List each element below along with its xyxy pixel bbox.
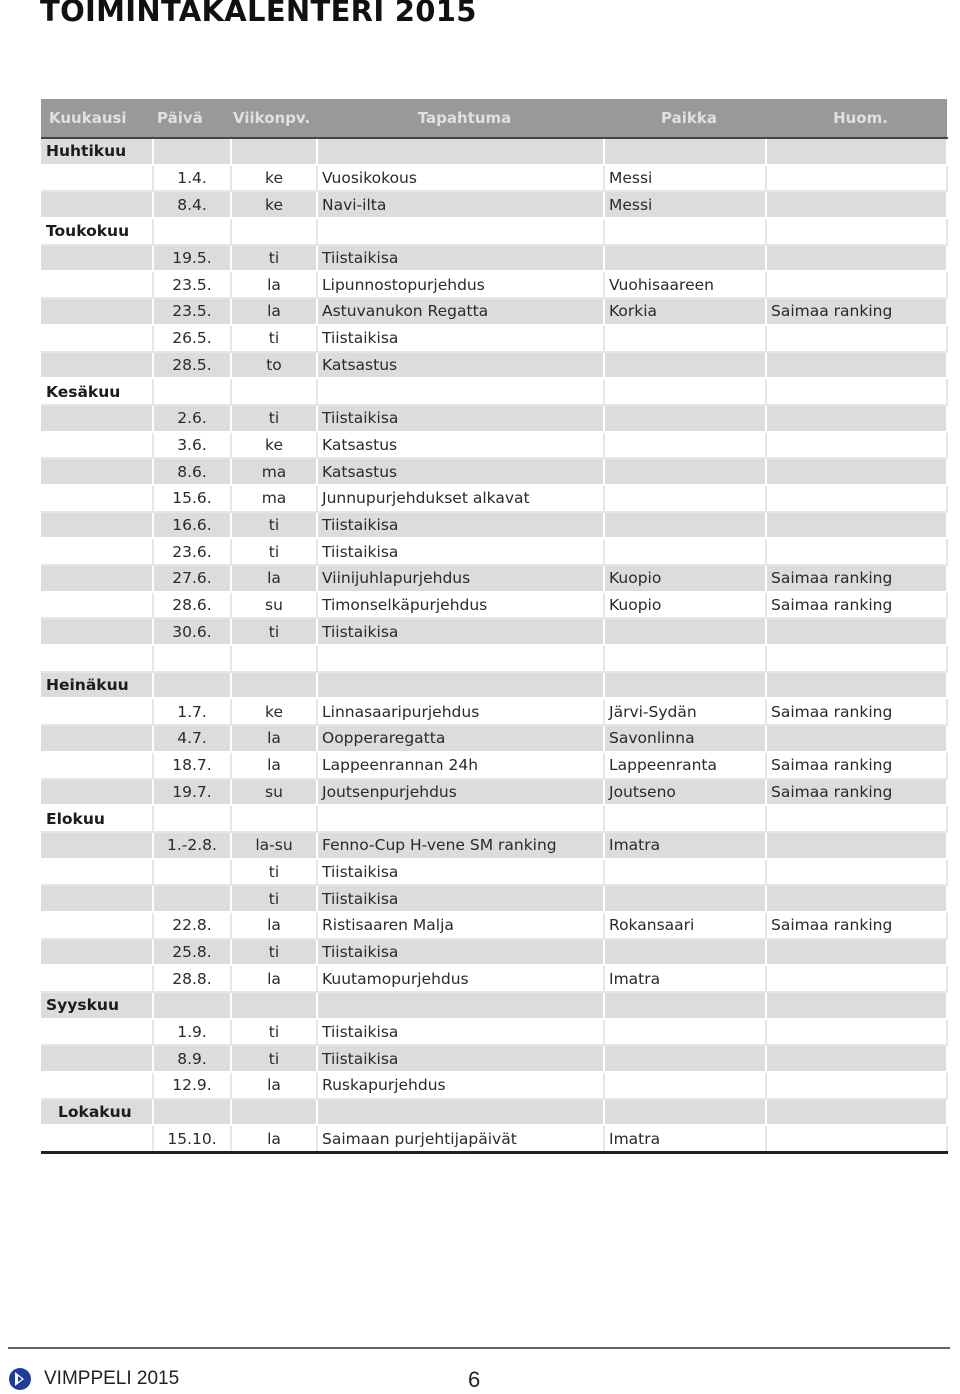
date-cell [153,992,231,1019]
table-row [41,592,947,619]
table-row [41,779,947,806]
place-cell: Korkia [604,298,766,325]
table-row [41,405,947,432]
note-cell [766,672,947,699]
month-cell: Kesäkuu [41,378,153,405]
note-cell [766,458,947,485]
event-cell: Timonselkäpurjehdus [317,592,604,619]
note-cell [766,165,947,192]
note-cell: Saimaa ranking [766,298,947,325]
month-heading-row [41,378,947,405]
place-cell: Lappeenranta [604,752,766,779]
weekday-cell: ti [231,512,317,539]
event-cell: Katsastus [317,458,604,485]
month-cell: Lokakuu [41,1099,153,1126]
month-cell: Toukokuu [41,218,153,245]
table-row [41,1045,947,1072]
weekday-cell: la [231,565,317,592]
table-row [41,698,947,725]
header-place: Paikka [604,99,766,138]
weekday-cell [231,672,317,699]
place-cell: Kuopio [604,565,766,592]
table-row [41,725,947,752]
weekday-cell: la [231,1125,317,1152]
table-row [41,432,947,459]
event-cell: Viinijuhlapurjehdus [317,565,604,592]
month-cell [41,485,153,512]
place-cell [604,352,766,379]
date-cell: 8.6. [153,458,231,485]
date-cell [153,805,231,832]
month-heading-row [41,805,947,832]
event-cell: Lipunnostopurjehdus [317,271,604,298]
date-cell: 1.4. [153,165,231,192]
place-cell [604,645,766,672]
weekday-cell: ti [231,538,317,565]
event-cell: Tiistaikisa [317,885,604,912]
weekday-cell: ti [231,859,317,886]
weekday-cell: ke [231,165,317,192]
date-cell: 8.4. [153,191,231,218]
date-cell: 23.5. [153,271,231,298]
date-cell: 1.7. [153,698,231,725]
date-cell: 25.8. [153,939,231,966]
event-cell: Astuvanukon Regatta [317,298,604,325]
weekday-cell: la [231,752,317,779]
table-row [41,271,947,298]
table-row [41,912,947,939]
event-cell: Tiistaikisa [317,538,604,565]
note-cell [766,1072,947,1099]
note-cell [766,271,947,298]
weekday-cell: la [231,725,317,752]
event-cell: Vuosikokous [317,165,604,192]
weekday-cell [231,218,317,245]
date-cell [153,672,231,699]
place-cell [604,485,766,512]
date-cell: 28.8. [153,965,231,992]
place-cell [604,805,766,832]
note-cell [766,325,947,352]
place-cell [604,138,766,165]
month-cell [41,458,153,485]
event-cell: Tiistaikisa [317,405,604,432]
weekday-cell: ke [231,191,317,218]
month-cell [41,565,153,592]
month-cell: Syyskuu [41,992,153,1019]
note-cell: Saimaa ranking [766,565,947,592]
month-cell [41,645,153,672]
place-cell [604,1072,766,1099]
place-cell [604,458,766,485]
month-cell: Heinäkuu [41,672,153,699]
weekday-cell [231,378,317,405]
month-heading-row [41,672,947,699]
note-cell [766,618,947,645]
weekday-cell: ke [231,432,317,459]
place-cell: Järvi-Sydän [604,698,766,725]
place-cell: Joutseno [604,779,766,806]
table-row [41,325,947,352]
weekday-cell: su [231,779,317,806]
header-day: Päivä [153,99,231,138]
header-note: Huom. [766,99,947,138]
table-row [41,859,947,886]
month-cell [41,271,153,298]
month-cell [41,592,153,619]
table-row [41,245,947,272]
event-cell: Tiistaikisa [317,1019,604,1046]
event-cell [317,992,604,1019]
month-heading-row [41,138,947,165]
month-cell: Huhtikuu [41,138,153,165]
month-cell [41,1125,153,1152]
note-cell [766,1099,947,1126]
place-cell [604,432,766,459]
event-cell: Tiistaikisa [317,325,604,352]
table-row [41,1125,947,1152]
event-cell: Lappeenrannan 24h [317,752,604,779]
month-cell [41,885,153,912]
month-cell [41,912,153,939]
table-row [41,939,947,966]
event-cell [317,805,604,832]
header-month: Kuukausi [41,99,153,138]
weekday-cell: ti [231,325,317,352]
place-cell [604,378,766,405]
date-cell: 23.5. [153,298,231,325]
weekday-cell: ma [231,458,317,485]
month-cell [41,165,153,192]
table-row [41,832,947,859]
weekday-cell [231,1099,317,1126]
place-cell: Vuohisaareen [604,271,766,298]
date-cell: 8.9. [153,1045,231,1072]
club-logo-icon [8,1367,32,1391]
event-cell: Tiistaikisa [317,1045,604,1072]
date-cell [153,1099,231,1126]
note-cell [766,1125,947,1152]
weekday-cell: ti [231,885,317,912]
note-cell [766,512,947,539]
date-cell: 28.6. [153,592,231,619]
note-cell: Saimaa ranking [766,592,947,619]
month-cell [41,405,153,432]
weekday-cell: to [231,352,317,379]
event-cell [317,378,604,405]
place-cell: Imatra [604,832,766,859]
event-cell: Tiistaikisa [317,939,604,966]
month-cell [41,1045,153,1072]
event-cell: Junnupurjehdukset alkavat [317,485,604,512]
month-cell [41,298,153,325]
month-cell [41,1072,153,1099]
event-cell [317,218,604,245]
event-cell: Ristisaaren Malja [317,912,604,939]
footer-divider [8,1347,950,1349]
date-cell: 26.5. [153,325,231,352]
weekday-cell: la [231,298,317,325]
place-cell: Imatra [604,965,766,992]
note-cell [766,645,947,672]
weekday-cell: ti [231,405,317,432]
month-cell [41,779,153,806]
month-cell [41,965,153,992]
note-cell: Saimaa ranking [766,779,947,806]
date-cell: 2.6. [153,405,231,432]
place-cell [604,939,766,966]
place-cell [604,672,766,699]
place-cell [604,992,766,1019]
date-cell: 15.6. [153,485,231,512]
note-cell [766,805,947,832]
note-cell [766,378,947,405]
weekday-cell: ti [231,618,317,645]
note-cell: Saimaa ranking [766,752,947,779]
month-cell: Elokuu [41,805,153,832]
note-cell [766,832,947,859]
date-cell [153,859,231,886]
event-cell: Katsastus [317,352,604,379]
place-cell: Messi [604,191,766,218]
place-cell [604,1045,766,1072]
activity-calendar-table [41,99,948,1154]
place-cell [604,538,766,565]
month-cell [41,752,153,779]
weekday-cell [231,805,317,832]
event-cell: Tiistaikisa [317,859,604,886]
weekday-cell: ke [231,698,317,725]
month-cell [41,352,153,379]
date-cell: 12.9. [153,1072,231,1099]
table-row [41,165,947,192]
place-cell [604,218,766,245]
weekday-cell: la [231,1072,317,1099]
weekday-cell [231,992,317,1019]
note-cell [766,218,947,245]
table-row [41,885,947,912]
date-cell: 4.7. [153,725,231,752]
weekday-cell: ma [231,485,317,512]
event-cell: Navi-ilta [317,191,604,218]
place-cell: Kuopio [604,592,766,619]
place-cell: Rokansaari [604,912,766,939]
month-cell [41,191,153,218]
month-cell [41,859,153,886]
note-cell [766,1045,947,1072]
footer-org: VIMPPELI 2015 [44,1368,180,1389]
event-cell [317,138,604,165]
month-cell [41,698,153,725]
date-cell: 19.5. [153,245,231,272]
month-cell [41,939,153,966]
table-row [41,752,947,779]
note-cell [766,245,947,272]
weekday-cell: ti [231,245,317,272]
note-cell [766,885,947,912]
weekday-cell: su [231,592,317,619]
date-cell: 28.5. [153,352,231,379]
weekday-cell: ti [231,939,317,966]
note-cell: Saimaa ranking [766,912,947,939]
table-row [41,538,947,565]
date-cell [153,378,231,405]
event-cell: Tiistaikisa [317,618,604,645]
month-cell [41,245,153,272]
month-cell [41,432,153,459]
event-cell: Joutsenpurjehdus [317,779,604,806]
date-cell: 22.8. [153,912,231,939]
table-row [41,618,947,645]
month-heading-row [41,992,947,1019]
event-cell: Saimaan purjehtijapäivät [317,1125,604,1152]
date-cell: 30.6. [153,618,231,645]
note-cell [766,965,947,992]
date-cell: 15.10. [153,1125,231,1152]
event-cell: Ruskapurjehdus [317,1072,604,1099]
table-row [41,485,947,512]
place-cell [604,245,766,272]
table-row [41,645,947,672]
date-cell: 1.-2.8. [153,832,231,859]
place-cell [604,1019,766,1046]
weekday-cell: la-su [231,832,317,859]
event-cell: Linnasaaripurjehdus [317,698,604,725]
weekday-cell [231,138,317,165]
note-cell [766,138,947,165]
note-cell: Saimaa ranking [766,698,947,725]
table-row [41,298,947,325]
table-row [41,965,947,992]
table-row [41,565,947,592]
note-cell [766,538,947,565]
month-heading-row [41,218,947,245]
place-cell [604,859,766,886]
date-cell [153,645,231,672]
date-cell [153,138,231,165]
month-heading-row [41,1099,947,1126]
note-cell [766,859,947,886]
place-cell [604,1099,766,1126]
table-row [41,1019,947,1046]
note-cell [766,939,947,966]
event-cell: Kuutamopurjehdus [317,965,604,992]
month-cell [41,538,153,565]
place-cell: Savonlinna [604,725,766,752]
table-row [41,352,947,379]
month-cell [41,325,153,352]
table-row [41,458,947,485]
weekday-cell: ti [231,1019,317,1046]
date-cell [153,885,231,912]
place-cell [604,325,766,352]
page-number: 6 [468,1367,481,1392]
place-cell [604,618,766,645]
date-cell: 3.6. [153,432,231,459]
date-cell: 18.7. [153,752,231,779]
date-cell [153,218,231,245]
weekday-cell: la [231,965,317,992]
month-cell [41,1019,153,1046]
weekday-cell: la [231,912,317,939]
date-cell: 16.6. [153,512,231,539]
month-cell [41,725,153,752]
note-cell [766,992,947,1019]
header-weekday: Viikonpv. [231,99,317,138]
month-cell [41,512,153,539]
note-cell [766,191,947,218]
table-row [41,512,947,539]
page-title: TOIMINTAKALENTERI 2015 [40,0,477,28]
note-cell [766,432,947,459]
note-cell [766,352,947,379]
place-cell: Imatra [604,1125,766,1152]
date-cell: 19.7. [153,779,231,806]
place-cell [604,512,766,539]
note-cell [766,405,947,432]
table-row [41,1072,947,1099]
note-cell [766,1019,947,1046]
weekday-cell: ti [231,1045,317,1072]
event-cell: Fenno-Cup H-vene SM ranking [317,832,604,859]
date-cell: 23.6. [153,538,231,565]
note-cell [766,485,947,512]
month-cell [41,618,153,645]
table-header-row [41,99,947,138]
event-cell [317,645,604,672]
weekday-cell: la [231,271,317,298]
event-cell: Tiistaikisa [317,245,604,272]
event-cell: Tiistaikisa [317,512,604,539]
header-event: Tapahtuma [317,99,604,138]
place-cell [604,405,766,432]
place-cell [604,885,766,912]
month-cell [41,832,153,859]
weekday-cell [231,645,317,672]
date-cell: 1.9. [153,1019,231,1046]
event-cell [317,1099,604,1126]
event-cell [317,672,604,699]
date-cell: 27.6. [153,565,231,592]
table-row [41,191,947,218]
note-cell [766,725,947,752]
event-cell: Katsastus [317,432,604,459]
place-cell: Messi [604,165,766,192]
event-cell: Oopperaregatta [317,725,604,752]
